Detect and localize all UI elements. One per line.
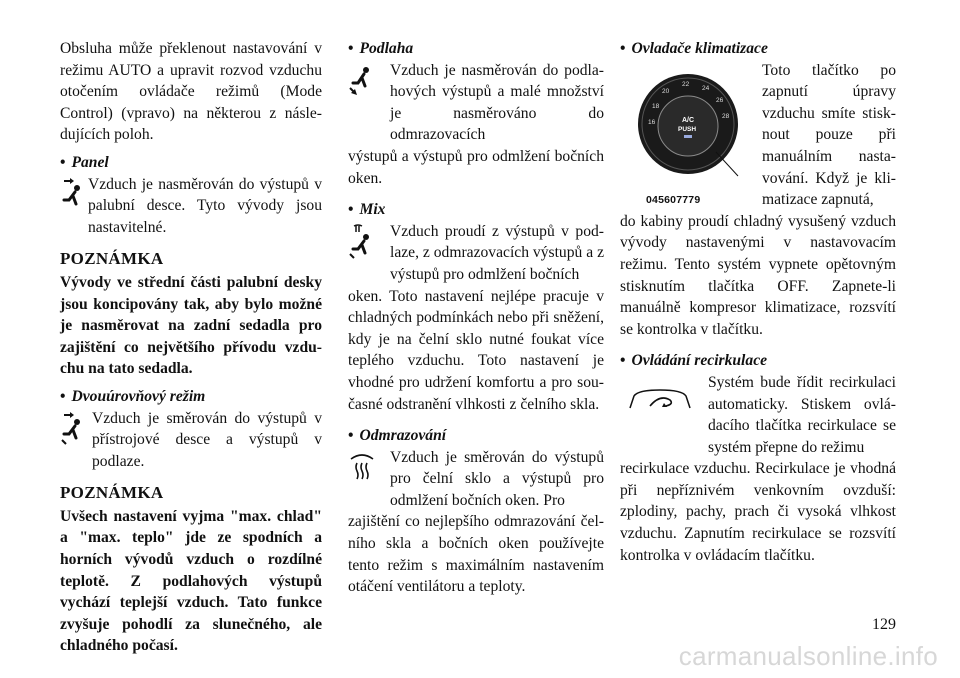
watermark: carmanualsonline.info bbox=[678, 641, 938, 671]
scale-mark: 18 bbox=[652, 102, 660, 110]
middle-column bbox=[348, 38, 604, 598]
climate-item bbox=[620, 60, 896, 211]
defrost-bullet-title: • Odmrazování bbox=[348, 427, 447, 445]
scale-mark: 26 bbox=[716, 96, 724, 104]
recirc-bullet-title: • Ovládání recirkulace bbox=[620, 352, 768, 370]
scale-mark: 20 bbox=[662, 87, 670, 95]
note-heading-2: POZNÁMKA bbox=[60, 483, 164, 503]
bilevel-bullet-title: • Dvouúrovňový režim bbox=[60, 387, 206, 405]
scale-mark: 28 bbox=[722, 112, 730, 120]
ac-knob-figure bbox=[620, 64, 758, 214]
page-number: 129 bbox=[872, 616, 896, 633]
bilevel-text: Vzduch je směrován do výstupů v přístrojové desce a výstupů v podlaze. bbox=[92, 409, 322, 470]
mix-text-continued: oken. Toto nastavení nejlépe pracuje v chladných podmínkách nebo při sněžení, kdy je na čelní sklo nutné foukat více teplého vzduchu. Toto nastavení je vhodné pro udržení komfortu a pro současné odstranění vlhkosti z čelního skla. bbox=[348, 287, 604, 413]
bilevel-mode-icon bbox=[60, 408, 88, 446]
floor-text: Vzduch je nasměrován do podlahových výstupů a malé množství je nasměrováno do odmrazovacích bbox=[390, 61, 604, 144]
floor-bullet-title: • Podlaha bbox=[348, 40, 414, 57]
defrost-mode-icon bbox=[348, 451, 376, 489]
right-column bbox=[620, 38, 896, 566]
recirc-text: Systém bude řídit recirkulaci automaticky. Stiskem ovládacího tlačítka recirkulace se systém přepne do režimu bbox=[708, 373, 896, 456]
recirc-text-continued: recirkulace vzduchu. Recirkulace je vhodná při nepříznivém venkovním ovzduší: zplodiny, pachy, prach či vysoká vlhkost vzduchu. Zapnutím recirkulace se rozsvítí kontrolka v ovládacím tlačítku. bbox=[620, 460, 896, 564]
left-column bbox=[60, 38, 322, 657]
climate-text: Toto tlačítko po zapnutí úpravy vzduchu smíte stisknout pouze při manuálním nastavování. Když je klimatizace zapnutá, bbox=[762, 61, 896, 209]
floor-mode-icon bbox=[348, 62, 376, 100]
note-heading-1: POZNÁMKA bbox=[60, 249, 164, 269]
note-text-1: Vývody ve střední části palubní desky jsou koncipovány tak, aby bylo možné je nasměrovat na zadní sedadla pro zajištění co největšího přívodu vzduchu na tato sedadla. bbox=[60, 273, 322, 378]
climate-text-continued: do kabiny proudí chladný vysušený vzduch vývody nastavenými v nastavovacím režimu. Tento systém vypnete opětovným stisknutím tlačítka OFF. Zapnete-li manuálně kompresor klimatizace, rozsvítí se kontrolka v tlačítku. bbox=[620, 212, 896, 338]
knob-label-ac: A/C bbox=[682, 116, 695, 124]
defrost-text-continued: zajištění co nejlepšího odmrazování čelního skla a bočních oken používejte tento režim s maximálním nastavením otáčení ventilátoru a teploty. bbox=[348, 513, 604, 596]
scale-mark: 22 bbox=[682, 80, 690, 88]
ac-knob-illustration bbox=[620, 64, 758, 188]
floor-item bbox=[348, 60, 604, 146]
note-text-2: Uvšech nastavení vyjma "max. chlad" a "max. teplo" jde ze spodních a horních vývodů vzduch o rozdílné teplotě. Z podlahových výstupů vychází teplejší vzduch. Tato funkce zvyšuje pohodlí za slunečného, ale chladného počasí. bbox=[60, 507, 322, 655]
panel-text: Vzduch je nasměrován do výstupů v palubní desce. Tyto vývody jsou nastavitelné. bbox=[88, 175, 322, 236]
mix-item bbox=[348, 221, 604, 286]
intro-paragraph: Obsluha může překlenout nastavování v režimu AUTO a upravit rozvod vzduchu otočením ovládače režimů (Mode Control) (vpravo) na některou z následujících poloh. bbox=[60, 40, 322, 144]
climate-bullet-title: • Ovladače klimatizace bbox=[620, 40, 768, 57]
figure-caption: 045607779 bbox=[646, 193, 701, 206]
scale-mark: 24 bbox=[702, 84, 710, 92]
mix-text: Vzduch proudí z výstupů v podlaze, z odmrazovacích výstupů a z výstupů pro odmlžení bočních bbox=[390, 222, 604, 283]
recirc-item bbox=[620, 372, 896, 458]
defrost-item bbox=[348, 447, 604, 512]
mix-mode-icon bbox=[348, 223, 376, 261]
defrost-text: Vzduch je směrován do výstupů pro čelní sklo a výstupů pro odmlžení bočních oken. Pro bbox=[390, 448, 604, 509]
knob-label-push: PUSH bbox=[678, 125, 697, 133]
bilevel-item bbox=[60, 408, 322, 473]
recirculation-icon bbox=[620, 378, 700, 416]
panel-item bbox=[60, 174, 322, 239]
panel-bullet-title: • Panel bbox=[60, 153, 109, 171]
panel-mode-icon bbox=[60, 174, 88, 212]
scale-mark: 16 bbox=[648, 118, 656, 126]
floor-text-continued: výstupů a výstupů pro odmlžení bočních oken. bbox=[348, 147, 604, 187]
mix-bullet-title: • Mix bbox=[348, 201, 386, 219]
